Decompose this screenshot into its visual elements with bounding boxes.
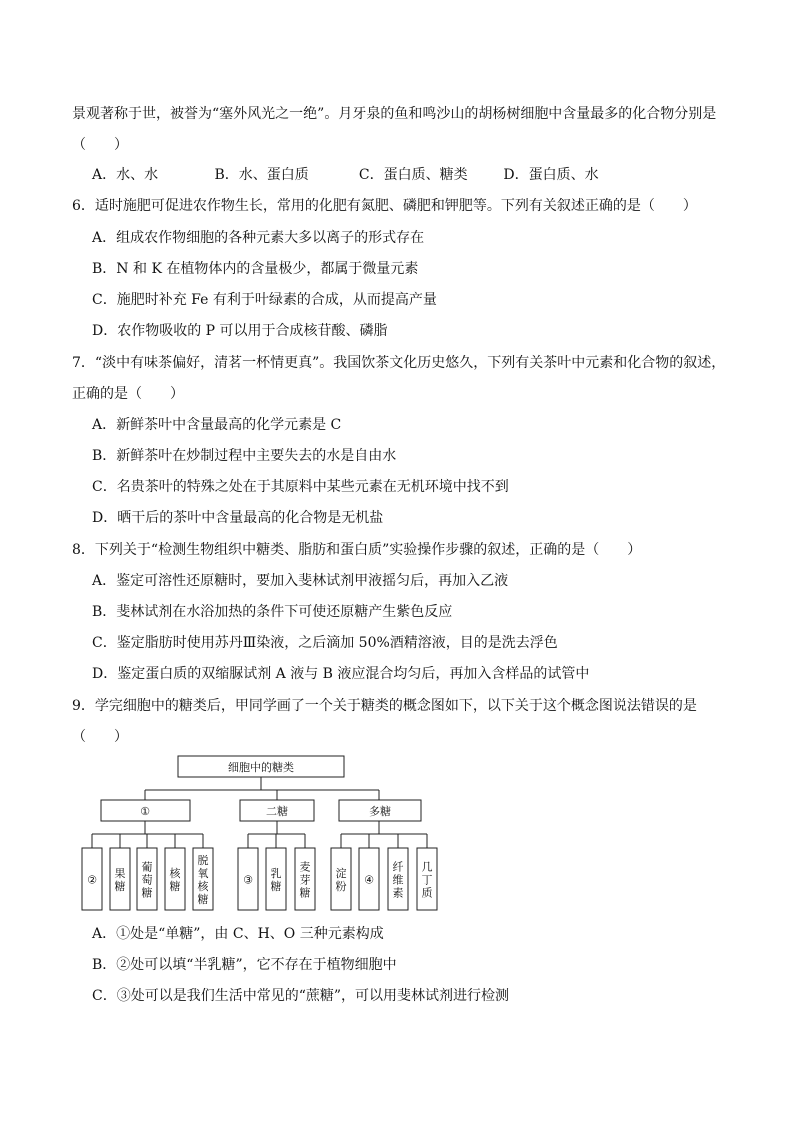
q5-option-c: C．蛋白质、糖类 (358, 167, 468, 183)
diagram-root-label: 细胞中的糖类 (228, 761, 294, 774)
diagram-leaf-label: ③ (243, 873, 253, 887)
q6-stem: 6．适时施肥可促进农作物生长，常用的化肥有氮肥、磷肥和钾肥等。下列有关叙述正确的是（ ） (72, 198, 697, 214)
sugar-concept-diagram (0, 748, 794, 918)
diagram-leaf-label: 麦芽糖 (299, 860, 311, 900)
q8-option-d: D．鉴定蛋白质的双缩脲试剂 A 液与 B 液应混合均匀后，再加入含样品的试管中 (92, 666, 590, 682)
q6-option-a: A．组成农作物细胞的各种元素大多以离子的形式存在 (92, 230, 425, 246)
q9-option-b: B．②处可以填“半乳糖”，它不存在于植物细胞中 (92, 957, 397, 973)
diagram-leaf-label: ② (87, 873, 97, 887)
diagram-leaf-label: 几丁质 (421, 860, 433, 900)
diagram-group2-label: 二糖 (266, 805, 288, 818)
q5-stem-line1: 景观著称于世，被誉为“塞外风光之一绝”。月牙泉的鱼和鸣沙山的胡杨树细胞中含量最多的化合物分别是 (72, 106, 717, 122)
diagram-leaf-label: 脱氧核糖 (197, 854, 209, 906)
diagram-group1-label: ① (140, 805, 150, 818)
q5-options (92, 165, 599, 185)
q8-option-a: A．鉴定可溶性还原糖时，要加入斐林试剂甲液摇匀后，再加入乙液 (92, 573, 509, 589)
q6-option-c: C．施肥时补充 Fe 有利于叶绿素的合成，从而提高产量 (92, 292, 437, 308)
q7-option-b: B．新鲜茶叶在炒制过程中主要失去的水是自由水 (92, 448, 397, 464)
diagram-leaf-label: 葡萄糖 (141, 860, 153, 900)
diagram-leaf-label: 淀粉 (335, 867, 347, 893)
q8-stem: 8．下列关于“检测生物组织中糖类、脂肪和蛋白质”实验操作步骤的叙述，正确的是（ ） (72, 542, 642, 558)
q5-option-a: A．水、水 (92, 167, 159, 183)
q7-stem-line2: 正确的是（ ） (72, 386, 184, 402)
q7-option-c: C．名贵茶叶的特殊之处在于其原料中某些元素在无机环境中找不到 (92, 479, 509, 495)
q8-option-c: C．鉴定脂肪时使用苏丹Ⅲ染液，之后滴加 50%酒精溶液，目的是洗去浮色 (92, 635, 558, 651)
q6-option-b: B．N 和 K 在植物体内的含量极少，都属于微量元素 (92, 261, 419, 277)
q7-option-d: D．晒干后的茶叶中含量最高的化合物是无机盐 (92, 510, 384, 526)
q5-stem-line2: （ ） (72, 137, 128, 153)
q9-stem-line1: 9．学完细胞中的糖类后，甲同学画了一个关于糖类的概念图如下，以下关于这个概念图说法错误的是 (72, 698, 697, 714)
q8-option-b: B．斐林试剂在水浴加热的条件下可使还原糖产生紫色反应 (92, 604, 453, 620)
diagram-leaf-label: 果糖 (114, 867, 126, 893)
diagram-leaf-label: ④ (364, 873, 374, 887)
q5-option-d: D．蛋白质、水 (503, 167, 599, 183)
diagram-leaf-label: 核糖 (169, 867, 181, 893)
q5-option-b: B．水、蛋白质 (214, 167, 309, 183)
q9-stem-line2: （ ） (72, 729, 128, 745)
q9-option-a: A．①处是“单糖”，由 C、H、O 三种元素构成 (92, 926, 384, 942)
diagram-group3-label: 多糖 (369, 805, 391, 818)
diagram-leaf-label: 纤维素 (392, 860, 404, 900)
q7-option-a: A．新鲜茶叶中含量最高的化学元素是 C (92, 417, 342, 433)
q7-stem-line1: 7．“淡中有味茶偏好，清茗一杯情更真”。我国饮茶文化历史悠久，下列有关茶叶中元素和化合物的叙述， (72, 355, 726, 371)
diagram-leaf-label: 乳糖 (270, 867, 282, 893)
q6-option-d: D．农作物吸收的 P 可以用于合成核苷酸、磷脂 (92, 323, 388, 339)
q9-option-c: C．③处可以是我们生活中常见的“蔗糖”，可以用斐林试剂进行检测 (92, 988, 510, 1004)
